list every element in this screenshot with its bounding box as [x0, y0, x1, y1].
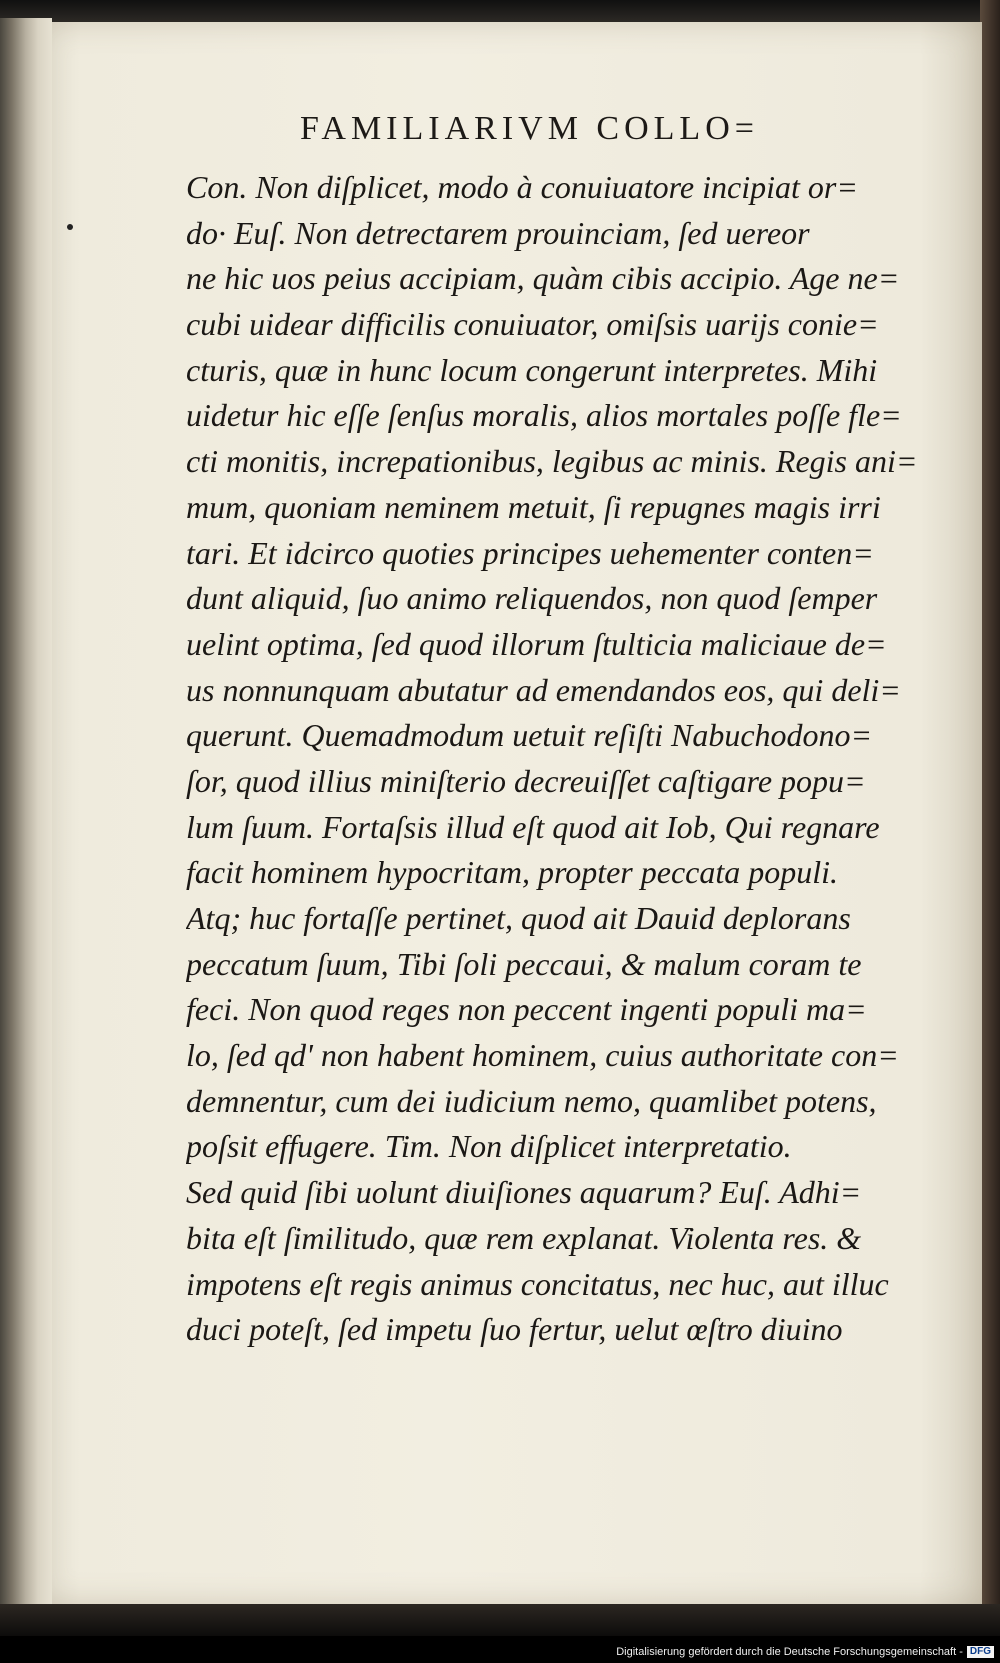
text-line: Atq; huc fortaſſe pertinet, quod ait Dauid deplorans — [186, 900, 851, 936]
text-line: querunt. Quemadmodum uetuit reſiſti Nabuchodono= — [186, 717, 873, 754]
body-text — [186, 165, 956, 1353]
text-line: cti monitis, increpationibus, legibus ac minis. Regis ani= — [186, 443, 918, 480]
text-line: us nonnunquam abutatur ad emendandos eos, qui deli= — [186, 671, 901, 708]
book-bottom-edge — [0, 1604, 1000, 1636]
text-line: poſsit effugere. Tim. Non diſplicet interpretatio. — [186, 1128, 792, 1165]
text-line: uidetur hic eſſe ſenſus moralis, alios mortales poſſe fle= — [186, 397, 902, 434]
text-line: dunt aliquid, ſuo animo reliquendos, non quod ſemper — [186, 580, 878, 617]
text-line: mum, quoniam neminem metuit, ſi repugnes magis irri — [186, 488, 881, 525]
credit-text: Digitalisierung gefördert durch die Deutsche Forschungsgemeinschaft - — [616, 1646, 963, 1658]
text-line: duci poteſt, ſed impetu ſuo fertur, uelut œſtro diuino — [186, 1311, 843, 1348]
text-line: facit hominem hypocritam, propter peccata populi. — [186, 854, 839, 891]
text-line: ne hic uos peius accipiam, quàm cibis accipio. Age ne= — [186, 260, 900, 297]
text-line: demnentur, cum dei iudicium nemo, quamlibet potens, — [186, 1082, 877, 1119]
text-line: cturis, quæ in hunc locum congerunt interpretes. Mihi — [186, 351, 878, 388]
text-line: cubi uidear difficilis conuiuator, omiſsis uarijs conie= — [186, 306, 879, 343]
text-line: impotens eſt regis animus concitatus, nec huc, aut illuc — [186, 1265, 889, 1302]
text-line: tari. Et idcirco quoties principes uehementer conten= — [186, 534, 874, 571]
text-line: Sed quid ſibi uolunt diuiſiones aquarum? Euſ. Adhi= — [186, 1174, 862, 1211]
text-line: peccatum ſuum, Tibi ſoli peccaui, & malum coram te — [186, 945, 862, 982]
text-line: lum ſuum. Fortaſsis illud eſt quod ait Iob, Qui regnare — [186, 808, 880, 845]
margin-mark — [67, 224, 73, 230]
text-line: bita eſt ſimilitudo, quæ rem explanat. Violenta res. & — [186, 1219, 862, 1256]
book-right-edge — [980, 0, 1000, 1635]
text-line: feci. Non quod reges non peccent ingenti populi ma= — [186, 991, 867, 1028]
text-line: uelint optima, ſed quod illorum ſtulticia maliciaue de= — [186, 625, 887, 662]
running-head: FAMILIARIVM COLLO= — [300, 110, 759, 147]
text-line: ſor, quod illius miniſterio decreuiſſet caſtigare popu= — [186, 762, 866, 799]
text-line: Con. Non diſplicet, modo à conuiuatore incipiat or= — [186, 169, 858, 205]
text-line: do· Euſ. Non detrectarem prouinciam, ſed uereor — [186, 214, 810, 251]
text-line: lo, ſed qd' non habent hominem, cuius authoritate con= — [186, 1037, 899, 1074]
book-left-edge — [0, 18, 52, 1618]
digitization-credit — [616, 1643, 994, 1661]
dfg-logo: DFG — [967, 1646, 994, 1658]
